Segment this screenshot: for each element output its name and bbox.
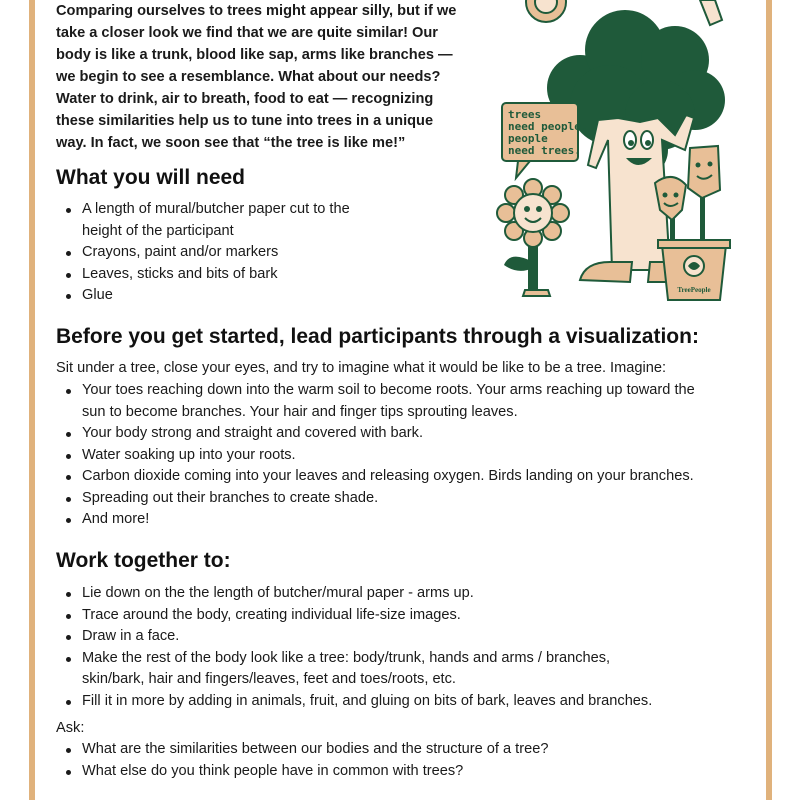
list-item-text: Carbon dioxide coming into your leaves and releasing oxygen. Birds landing on your branches. xyxy=(82,468,694,484)
list-item xyxy=(56,264,396,286)
list-item xyxy=(56,509,756,531)
intro-line: body is like a trunk, blood like sap, arms like branches — xyxy=(56,47,453,63)
list-item xyxy=(56,199,396,242)
need-list xyxy=(56,199,396,307)
list-item xyxy=(56,583,756,605)
list-item-text: A length of mural/butcher paper cut to the xyxy=(82,201,350,217)
tree-people-illustration xyxy=(490,0,745,305)
list-item-text: Make the rest of the body look like a tree: body/trunk, hands and arms / branches, xyxy=(82,649,611,666)
list-item-text: skin/bark, hair and fingers/leaves, feet and toes/roots, etc. xyxy=(82,671,456,687)
sun-icon xyxy=(526,0,566,22)
bucket-icon xyxy=(658,240,730,300)
list-item xyxy=(56,445,756,467)
list-item xyxy=(56,423,756,445)
intro-line: way. In fact, we soon see that “the tree is like me!” xyxy=(56,135,406,151)
visualization-intro: Sit under a tree, close your eyes, and try to imagine what it would be like to be a tree. Imagine: xyxy=(56,360,667,376)
intro-line: Comparing ourselves to trees might appear silly, but if we xyxy=(56,3,457,19)
list-item-text: Draw in a face. xyxy=(82,628,180,644)
list-item-text: Leaves, sticks and bits of bark xyxy=(82,265,278,282)
flower-icon xyxy=(497,179,569,296)
visualization-list xyxy=(56,380,756,531)
list-item xyxy=(56,466,756,488)
list-item xyxy=(56,605,756,627)
list-item-text: height of the participant xyxy=(82,222,234,239)
list-item xyxy=(56,691,756,713)
ask-list xyxy=(56,739,756,782)
list-item xyxy=(56,648,756,691)
list-item-text: Water soaking up into your roots. xyxy=(82,446,296,463)
sign-line: need people. xyxy=(508,120,588,133)
list-item xyxy=(56,285,396,307)
list-item-text: Crayons, paint and/or markers xyxy=(82,244,279,260)
section-heading-work: Work together to: xyxy=(56,549,231,572)
intro-line: Water to drink, air to breath, food to eat — recognizing xyxy=(56,91,434,107)
list-item xyxy=(56,242,396,264)
intro-paragraph xyxy=(56,0,486,154)
left-border xyxy=(29,0,35,800)
intro-line: take a closer look we find that we are quite similar! Our xyxy=(56,25,438,41)
list-item-text: What are the similarities between our bodies and the structure of a tree? xyxy=(82,741,549,757)
sign-line: need trees. xyxy=(508,144,581,157)
intro-line: these similarities help us to tune into trees in a unique xyxy=(56,113,434,129)
list-item-text: Spreading out their branches to create shade. xyxy=(82,489,379,506)
list-item-text: sun to become branches. Your hair and finger tips sprouting leaves. xyxy=(82,403,518,420)
intro-line: we begin to see a resemblance. What about our needs? xyxy=(56,69,441,85)
list-item-text: Trace around the body, creating individual life-size images. xyxy=(82,606,461,623)
section-heading-before: Before you get started, lead participants through a visualization: xyxy=(56,325,699,348)
list-item-text: What else do you think people have in common with trees? xyxy=(82,762,464,779)
arm-icon xyxy=(700,0,722,25)
list-item xyxy=(56,739,756,761)
list-item xyxy=(56,380,756,423)
list-item xyxy=(56,626,756,648)
right-border xyxy=(766,0,772,800)
logo-text: TreePeople xyxy=(677,286,711,294)
ask-label: Ask: xyxy=(56,720,85,736)
sign-icon xyxy=(502,103,587,178)
list-item-text: Glue xyxy=(82,287,113,303)
list-item-text: Your toes reaching down into the warm soil to become roots. Your arms reaching up toward the xyxy=(82,382,695,398)
list-item-text: Your body strong and straight and covered with bark. xyxy=(82,425,424,441)
list-item xyxy=(56,488,756,510)
list-item xyxy=(56,761,756,783)
section-heading-need: What you will need xyxy=(56,166,246,189)
sign-line: people xyxy=(508,132,548,145)
list-item-text: Lie down on the the length of butcher/mural paper - arms up. xyxy=(82,585,474,601)
list-item-text: And more! xyxy=(82,511,150,527)
list-item-text: Fill it in more by adding in animals, fruit, and gluing on bits of bark, leaves and branches. xyxy=(82,692,653,709)
work-list xyxy=(56,583,756,712)
sign-line: trees xyxy=(508,108,542,121)
